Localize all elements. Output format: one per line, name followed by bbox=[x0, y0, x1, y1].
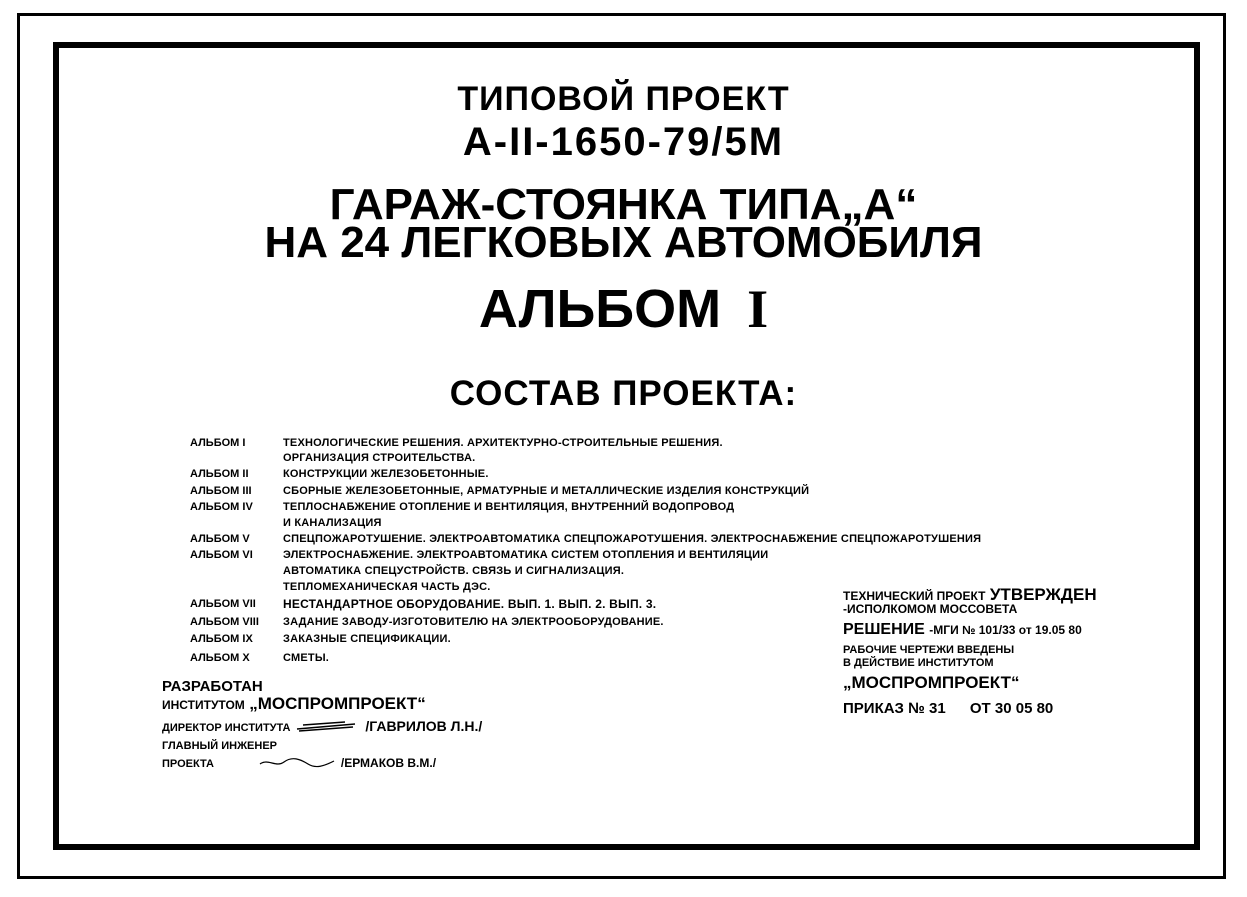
chief-engineer-label: ГЛАВНЫЙ ИНЖЕНЕР bbox=[162, 740, 277, 752]
album-description: АВТОМАТИКА СПЕЦУСТРОЙСТВ. СВЯЗЬ И СИГНАЛИЗАЦИЯ. bbox=[283, 565, 625, 577]
decision-reference: -МГИ № 101/33 от 19.05 80 bbox=[929, 623, 1082, 637]
album-numeral: I bbox=[747, 279, 769, 339]
director-signature bbox=[295, 720, 361, 734]
album-description: ТЕПЛОМЕХАНИЧЕСКАЯ ЧАСТЬ ДЭС. bbox=[283, 581, 491, 593]
director-name: /ГАВРИЛОВ Л.Н./ bbox=[365, 718, 483, 734]
album-description: ТЕПЛОСНАБЖЕНИЕ ОТОПЛЕНИЕ И ВЕНТИЛЯЦИЯ, ВНУТРЕННИЙ ВОДОПРОВОД bbox=[283, 501, 735, 513]
approval-approved: УТВЕРЖДЕН bbox=[989, 585, 1097, 604]
album-label: АЛЬБОМ VI bbox=[190, 549, 253, 561]
project-code: А-II-1650-79/5М bbox=[462, 120, 785, 164]
album-label: АЛЬБОМ VIII bbox=[190, 616, 259, 628]
order-date: ОТ 30 05 80 bbox=[969, 700, 1054, 717]
approval-by: -ИСПОЛКОМОМ МОССОВЕТА bbox=[843, 602, 1018, 616]
chief-engineer-label-2: ПРОЕКТА bbox=[162, 758, 214, 770]
album-label: АЛЬБОМ IV bbox=[190, 501, 253, 513]
album-description: ТЕХНОЛОГИЧЕСКИЕ РЕШЕНИЯ. АРХИТЕКТУРНО-СТРОИТЕЛЬНЫЕ РЕШЕНИЯ. bbox=[283, 437, 723, 449]
project-type: ТИПОВОЙ ПРОЕКТ bbox=[457, 80, 790, 118]
decision-label: РЕШЕНИЕ bbox=[843, 621, 925, 638]
album-heading bbox=[0, 278, 1247, 340]
institute-label: ИНСТИТУТОМ bbox=[162, 698, 245, 712]
developer-institute: „МОСПРОМПРОЕКТ“ bbox=[249, 694, 426, 713]
working-drawings-line1: РАБОЧИЕ ЧЕРТЕЖИ ВВЕДЕНЫ bbox=[843, 644, 1015, 656]
album-label: АЛЬБОМ III bbox=[190, 485, 252, 497]
album-label: АЛЬБОМ X bbox=[190, 652, 250, 664]
chief-engineer-name: /ЕРМАКОВ В.М./ bbox=[340, 756, 437, 770]
composition-title: СОСТАВ ПРОЕКТА: bbox=[449, 374, 798, 413]
album-description: ЗАДАНИЕ ЗАВОДУ-ИЗГОТОВИТЕЛЮ НА ЭЛЕКТРООБОРУДОВАНИЕ. bbox=[283, 616, 664, 628]
developed-label: РАЗРАБОТАН bbox=[162, 678, 263, 695]
album-label: АЛЬБОМ V bbox=[190, 533, 250, 545]
album-description: СМЕТЫ. bbox=[283, 652, 330, 664]
director-label: ДИРЕКТОР ИНСТИТУТА bbox=[162, 722, 291, 734]
album-description: И КАНАЛИЗАЦИЯ bbox=[283, 517, 382, 529]
album-label: АЛЬБОМ I bbox=[190, 437, 246, 449]
approval-tech-project: ТЕХНИЧЕСКИЙ ПРОЕКТ bbox=[843, 589, 986, 603]
project-title-line1: ГАРАЖ-СТОЯНКА ТИПА„А“ bbox=[329, 180, 918, 229]
order-label: ПРИКАЗ № 31 bbox=[843, 700, 946, 717]
album-description: ЭЛЕКТРОСНАБЖЕНИЕ. ЭЛЕКТРОАВТОМАТИКА СИСТЕМ ОТОПЛЕНИЯ И ВЕНТИЛЯЦИИ bbox=[283, 549, 769, 561]
album-label: АЛЬБОМ VII bbox=[190, 598, 256, 610]
approving-institute: „МОСПРОМПРОЕКТ“ bbox=[843, 673, 1020, 692]
album-word: АЛЬБОМ bbox=[478, 279, 722, 339]
album-description: КОНСТРУКЦИИ ЖЕЛЕЗОБЕТОННЫЕ. bbox=[283, 468, 489, 480]
chief-engineer-signature bbox=[258, 756, 336, 770]
album-description: ЗАКАЗНЫЕ СПЕЦИФИКАЦИИ. bbox=[283, 633, 451, 645]
project-title-line2: НА 24 ЛЕГКОВЫХ АВТОМОБИЛЯ bbox=[264, 218, 983, 267]
album-description: ОРГАНИЗАЦИЯ СТРОИТЕЛЬСТВА. bbox=[283, 452, 476, 464]
album-description: НЕСТАНДАРТНОЕ ОБОРУДОВАНИЕ. ВЫП. 1. ВЫП. 2. ВЫП. 3. bbox=[283, 597, 657, 611]
album-description: СБОРНЫЕ ЖЕЛЕЗОБЕТОННЫЕ, АРМАТУРНЫЕ И МЕТАЛЛИЧЕСКИЕ ИЗДЕЛИЯ КОНСТРУКЦИЙ bbox=[283, 485, 810, 497]
album-label: АЛЬБОМ II bbox=[190, 468, 249, 480]
album-label: АЛЬБОМ IX bbox=[190, 633, 253, 645]
working-drawings-line2: В ДЕЙСТВИЕ ИНСТИТУТОМ bbox=[843, 657, 994, 669]
album-description: СПЕЦПОЖАРОТУШЕНИЕ. ЭЛЕКТРОАВТОМАТИКА СПЕЦПОЖАРОТУШЕНИЯ. ЭЛЕКТРОСНАБЖЕНИЕ СПЕЦПОЖАРОТУШЕНИЯ bbox=[283, 533, 982, 545]
